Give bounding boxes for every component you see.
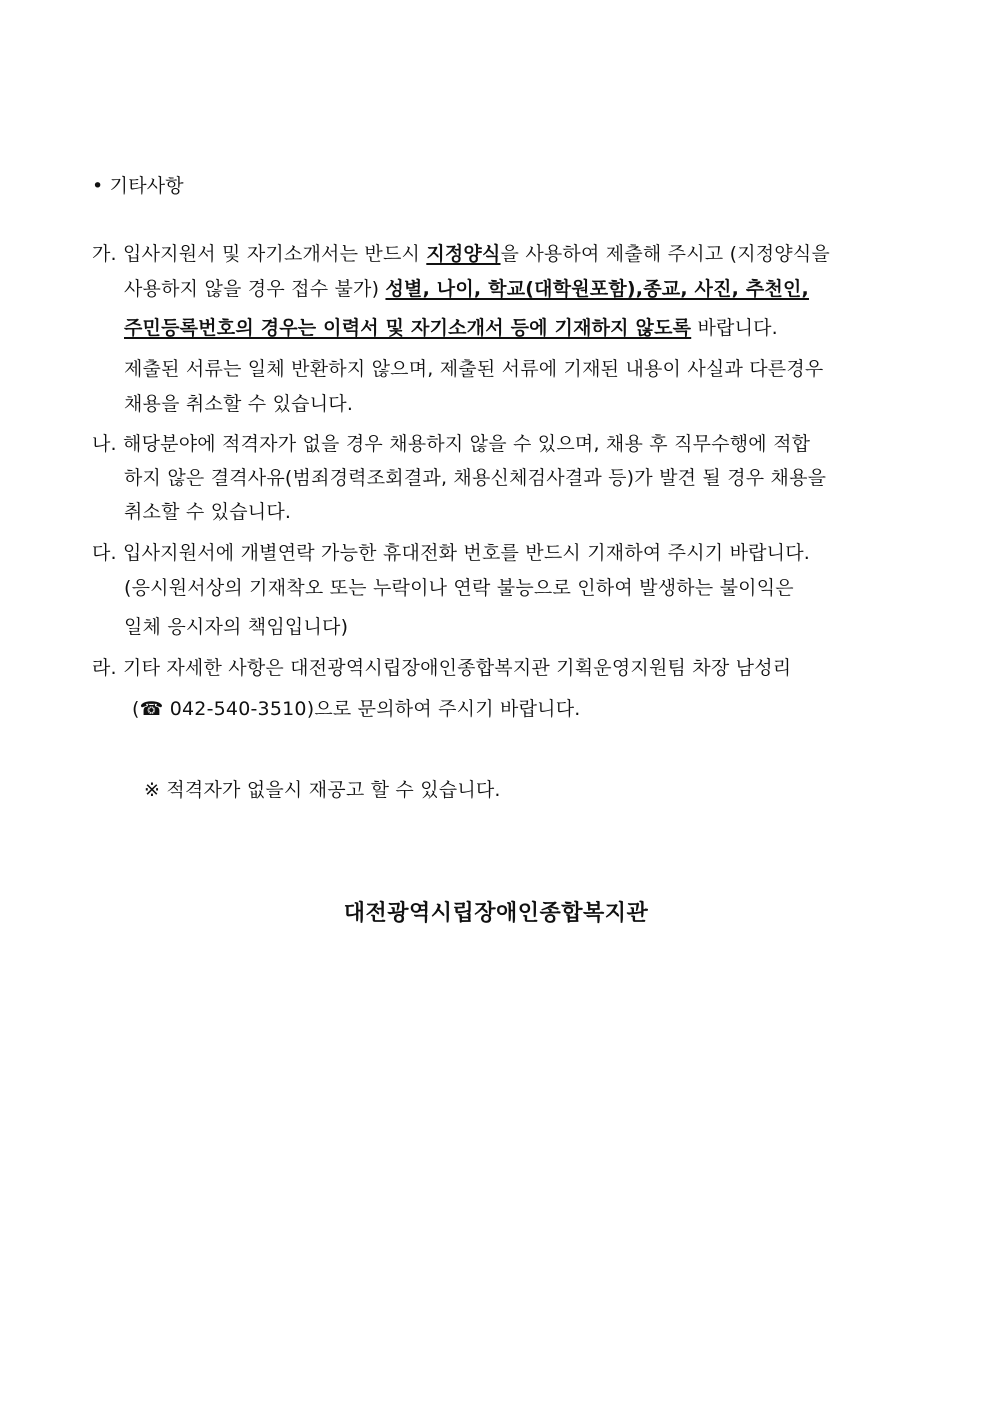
item-da-line-2: (응시원서상의 기재착오 또는 누락이나 연락 불능으로 인하여 발생하는 불이익은 — [124, 577, 794, 599]
item-da-line-1: 다. 입사지원서에 개별연락 가능한 휴대전화 번호를 반드시 기재하여 주시기 바랍니다. — [92, 542, 811, 564]
item-ga-text: 바랍니다. — [691, 317, 778, 339]
item-na-line-1: 나. 해당분야에 적격자가 없을 경우 채용하지 않을 수 있으며, 채용 후 직무수행에 적합 — [92, 433, 811, 455]
item-na-line-2: 하지 않은 결격사유(범죄경력조회결과, 채용신체검사결과 등)가 발견 될 경우 채용을 — [124, 467, 827, 489]
section-heading: • 기타사항 — [92, 175, 184, 197]
item-ga-line-2 — [124, 277, 809, 301]
item-ga-emphasis: 지정양식 — [426, 243, 501, 265]
item-ga-line-4: 제출된 서류는 일체 반환하지 않으며, 제출된 서류에 기재된 내용이 사실과 다른경우 — [124, 358, 824, 380]
organization-name: 대전광역시립장애인종합복지관 — [343, 901, 649, 926]
item-ga-line-5: 채용을 취소할 수 있습니다. — [124, 393, 354, 415]
item-ga-emphasis: 성별, 나이, 학교(대학원포함),종교, 사진, 추천인, — [385, 278, 809, 300]
item-ga-line-3 — [124, 316, 778, 340]
item-ga-text: 가. 입사지원서 및 자기소개서는 반드시 — [92, 243, 427, 265]
item-ra-line-1: 라. 기타 자세한 사항은 대전광역시립장애인종합복지관 기획운영지원팀 차장 남성리 — [92, 657, 792, 679]
item-da-line-3: 일체 응시자의 책임입니다) — [124, 616, 349, 638]
item-ga-line-1 — [92, 242, 830, 266]
item-ga-text: 사용하지 않을 경우 접수 불가) — [124, 278, 386, 300]
reannouncement-note: ※ 적격자가 없을시 재공고 할 수 있습니다. — [144, 779, 501, 801]
item-ra-line-2: (☎ 042-540-3510)으로 문의하여 주시기 바랍니다. — [132, 698, 581, 720]
item-ga-emphasis: 주민등록번호의 경우는 이력서 및 자기소개서 등에 기재하지 않도록 — [124, 317, 692, 339]
item-na-line-3: 취소할 수 있습니다. — [124, 501, 292, 523]
item-ga-text: 을 사용하여 제출해 주시고 (지정양식을 — [500, 243, 830, 265]
